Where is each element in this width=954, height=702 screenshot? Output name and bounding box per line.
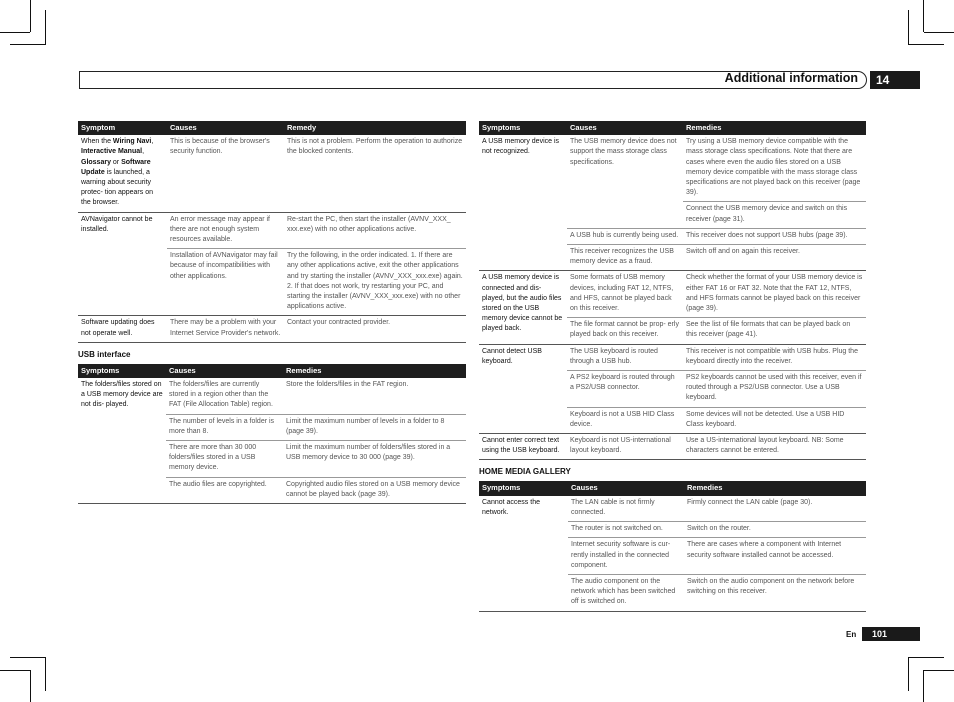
cause-cell: Internet security software is cur- rently installed in the connected component. <box>568 538 684 575</box>
remedy-cell: PS2 keyboards cannot be used with this receiver, even if routed through a PS2/USB connector. Use a USB keyboard. <box>683 371 866 408</box>
column-header: Causes <box>568 481 684 495</box>
symptom-cell: AVNavigator cannot be installed. <box>78 212 167 316</box>
column-header: Causes <box>166 364 283 378</box>
crop-mark <box>0 670 30 671</box>
cause-cell: Keyboard is not US-international layout keyboard. <box>567 434 683 460</box>
remedy-cell: Limit the maximum number of levels in a folder to 8 (page 39). <box>283 414 466 440</box>
crop-mark <box>10 44 46 45</box>
crop-mark <box>30 0 31 32</box>
table-row <box>78 316 466 342</box>
remedy-cell: There are cases where a component with Internet security software installed cannot be accessed. <box>684 538 866 575</box>
crop-mark <box>924 32 954 33</box>
remedy-cell: Store the folders/files in the FAT region. <box>283 378 466 414</box>
symptom-cell <box>78 135 167 212</box>
remedy-cell: This is not a problem. Perform the operation to authorize the blocked contents. <box>284 135 466 212</box>
crop-mark <box>10 657 46 658</box>
cause-cell: Installation of AVNavigator may fail because of incompatibilities with other applications. <box>167 249 284 316</box>
symptom-bold-text: Wiring Navi <box>112 138 152 146</box>
symptom-text: is launched, a warning about security protec- tion appears on the browser. <box>81 168 153 207</box>
crop-mark <box>908 10 909 44</box>
left-column <box>78 121 466 504</box>
column-header: Symptoms <box>78 364 166 378</box>
symptom-text: , <box>142 148 145 156</box>
remedy-cell: Re-start the PC, then start the installer (AVNV_XXX_ xxx.exe) with no other applications active. <box>284 212 466 249</box>
column-header: Remedies <box>283 364 466 378</box>
crop-mark <box>923 0 924 32</box>
crop-mark <box>908 657 944 658</box>
remedy-cell: Copyrighted audio files stored on a USB memory device cannot be played back (page 39). <box>283 477 466 503</box>
symptom-bold-text: Glossary <box>81 158 111 166</box>
crop-mark <box>908 44 944 45</box>
table-row <box>479 434 866 460</box>
right-column <box>479 121 866 612</box>
cause-cell: The USB keyboard is routed through a USB hub. <box>567 344 683 370</box>
symptom-text: , <box>151 138 154 146</box>
cause-cell: The file format cannot be prop- erly played back on this receiver. <box>567 318 683 344</box>
remedy-cell: Firmly connect the LAN cable (page 30). <box>684 496 866 522</box>
cause-cell: There are more than 30 000 folders/files stored in a USB memory device. <box>166 441 283 478</box>
cause-cell: Some formats of USB memory devices, including FAT 12, NTFS, and HFS, cannot be played back on this receiver. <box>567 271 683 318</box>
cause-cell: This is because of the browser's security function. <box>167 135 284 212</box>
cause-cell: There may be a problem with your Internet Service Provider's network. <box>167 316 284 342</box>
cause-cell: Keyboard is not a USB HID Class device. <box>567 407 683 433</box>
remedy-cell: Check whether the format of your USB memory device is either FAT 16 or FAT 32. Note that the FAT 12, NTFS, and HFS formats cannot be played back on this receiver (page 39). <box>683 271 866 318</box>
cause-cell: The audio files are copyrighted. <box>166 477 283 503</box>
crop-mark <box>45 657 46 691</box>
chapter-badge: 14 <box>870 71 920 89</box>
symptom-cell: Cannot detect USB keyboard. <box>479 344 567 433</box>
symptom-cell: A USB memory device is not recognized. <box>479 135 567 271</box>
language-label: En <box>846 630 857 639</box>
table-row <box>479 271 866 318</box>
remedy-cell: Try the following, in the order indicated. 1. If there are any other applications active, exit the other applications and try starting the installer (AVNV_XXX_xxx.exe) again. 2. If that does not work, try restarting your PC, and starting the installer (AVNV_XXX_xxx.exe) with no other applications active. <box>284 249 466 316</box>
remedy-cell: Contact your contracted provider. <box>284 316 466 342</box>
symptom-cell: Software updating does not operate well. <box>78 316 167 342</box>
column-header: Causes <box>167 121 284 135</box>
remedy-cell: Switch on the router. <box>684 522 866 538</box>
table-row <box>479 496 866 522</box>
section-heading: USB interface <box>78 349 131 359</box>
column-header: Symptom <box>78 121 167 135</box>
remedy-cell: This receiver does not support USB hubs (page 39). <box>683 228 866 244</box>
symptom-text: or <box>110 158 122 166</box>
cause-cell: This receiver recognizes the USB memory device as a fraud. <box>567 245 683 271</box>
column-header: Symptoms <box>479 121 567 135</box>
table-row <box>78 378 466 414</box>
cause-cell: The USB memory device does not support the mass storage class specifications. <box>567 135 683 228</box>
troubleshooting-table-general <box>78 121 466 343</box>
table-row <box>479 344 866 370</box>
cause-cell: The LAN cable is not firmly connected. <box>568 496 684 522</box>
troubleshooting-table-usb-continued <box>479 121 866 460</box>
section-heading: HOME MEDIA GALLERY <box>479 467 571 477</box>
remedy-cell: Use a US-international layout keyboard. NB: Some characters cannot be entered. <box>683 434 866 460</box>
page-title: Additional information <box>724 71 858 85</box>
cause-cell: The router is not switched on. <box>568 522 684 538</box>
cause-cell: The audio component on the network which has been switched off is switched on. <box>568 574 684 611</box>
remedy-cell: Some devices will not be detected. Use a USB HID Class keyboard. <box>683 407 866 433</box>
cause-cell: A PS2 keyboard is routed through a PS2/USB connector. <box>567 371 683 408</box>
symptom-cell: Cannot access the network. <box>479 496 568 611</box>
crop-mark <box>924 670 954 671</box>
cause-cell: An error message may appear if there are not enough system resources available. <box>167 212 284 249</box>
cause-cell: The folders/files are currently stored in a region other than the FAT (File Allocation Table) region. <box>166 378 283 414</box>
symptom-cell: A USB memory device is connected and dis- played, but the audio files stored on the USB memory device cannot be played back. <box>479 271 567 344</box>
remedy-cell: Limit the maximum number of folders/files stored in a USB memory device to 30 000 (page 39). <box>283 441 466 478</box>
cause-cell: The number of levels in a folder is more than 8. <box>166 414 283 440</box>
symptom-cell: The folders/files stored on a USB memory device are not dis- played. <box>78 378 166 504</box>
crop-mark <box>30 670 31 702</box>
table-row <box>479 135 866 202</box>
column-header: Symptoms <box>479 481 568 495</box>
table-row <box>78 135 466 212</box>
cause-cell: A USB hub is currently being used. <box>567 228 683 244</box>
troubleshooting-table-home-media-gallery <box>479 481 866 611</box>
column-header: Causes <box>567 121 683 135</box>
header-bar <box>79 71 867 89</box>
symptom-text: When the <box>81 138 113 146</box>
remedy-cell: This receiver is not compatible with USB hubs. Plug the keyboard directly into the receiver. <box>683 344 866 370</box>
troubleshooting-table-usb <box>78 364 466 504</box>
remedy-cell: See the list of file formats that can be played back on this receiver (page 41). <box>683 318 866 344</box>
table-row <box>78 212 466 249</box>
symptom-bold-text: Software Update <box>81 158 151 176</box>
crop-mark <box>923 670 924 702</box>
page-number: 101 <box>862 627 920 641</box>
crop-mark <box>908 657 909 691</box>
remedy-cell: Switch on the audio component on the network before switching on this receiver. <box>684 574 866 611</box>
remedy-cell: Switch off and on again this receiver. <box>683 245 866 271</box>
column-header: Remedies <box>683 121 866 135</box>
symptom-bold-text: Interactive Manual <box>81 148 143 156</box>
remedy-cell: Connect the USB memory device and switch on this receiver (page 31). <box>683 202 866 228</box>
column-header: Remedies <box>684 481 866 495</box>
remedy-cell: Try using a USB memory device compatible with the mass storage class specifications. Note that there are cases where even the audio files stored on a USB memory device compatible with the mass storage class specifications are not played back on this receiver (page 39). <box>683 135 866 202</box>
crop-mark <box>0 32 30 33</box>
crop-mark <box>45 10 46 44</box>
symptom-cell: Cannot enter correct text using the USB keyboard. <box>479 434 567 460</box>
column-header: Remedy <box>284 121 466 135</box>
